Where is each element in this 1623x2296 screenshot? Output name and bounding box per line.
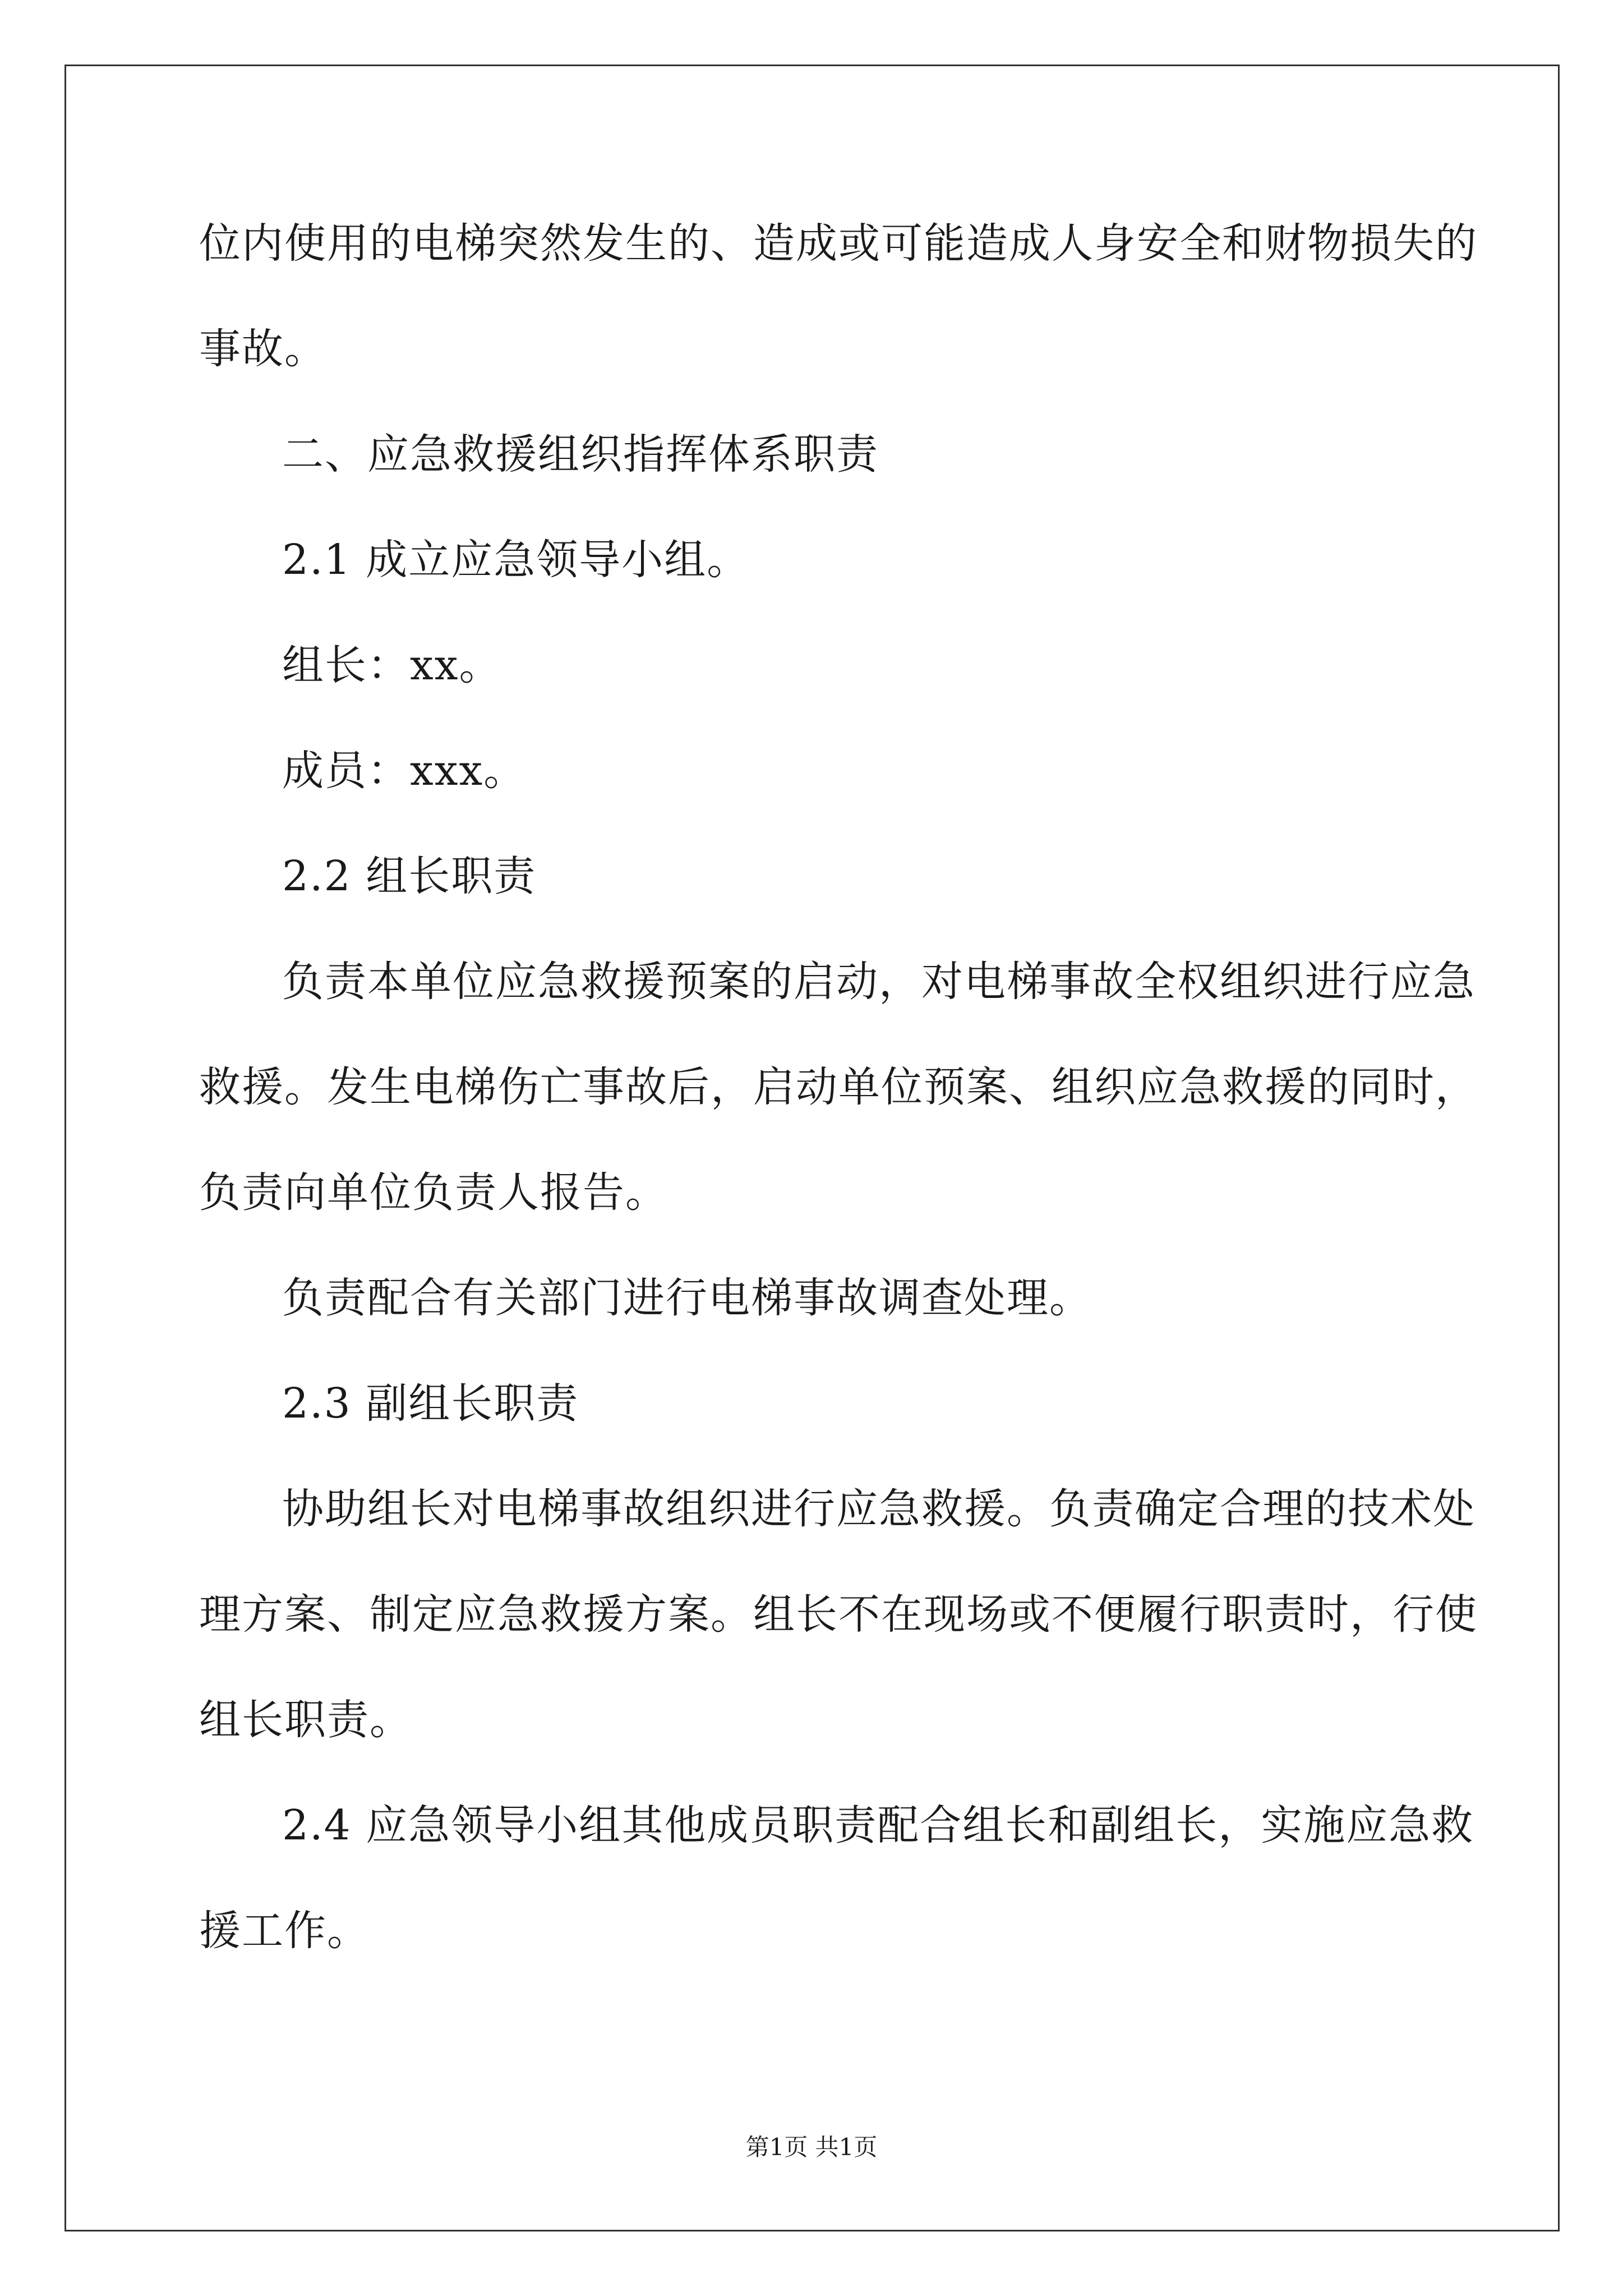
paragraph-continuation-line-1: 位内使用的电梯突然发生的、造成或可能造成人身安全和财物损失的: [199, 219, 1478, 268]
leader-duties-line-2: 救援。发生电梯伤亡事故后，启动单位预案、组织应急救援的同时，: [199, 1063, 1478, 1111]
deputy-duties-line-1: 协助组长对电梯事故组织进行应急救援。负责确定合理的技术处: [282, 1485, 1476, 1533]
leader-duties-cooperation: 负责配合有关部门进行电梯事故调查处理。: [282, 1274, 1092, 1322]
deputy-duties-line-2: 理方案、制定应急救援方案。组长不在现场或不便履行职责时，行使: [199, 1590, 1478, 1639]
subsection-2-4-line-2: 援工作。: [199, 1907, 370, 1955]
subsection-2-4-line-1: 2.4 应急领导小组其他成员职责配合组长和副组长，实施应急救: [282, 1801, 1474, 1849]
subsection-heading-2-3: 2.3 副组长职责: [282, 1379, 579, 1428]
subsection-heading-2-1: 2.1 成立应急领导小组。: [282, 536, 750, 584]
leader-duties-line-3: 负责向单位负责人报告。: [199, 1168, 668, 1217]
leader-line: 组长：xx。: [282, 641, 502, 689]
paragraph-continuation-line-2: 事故。: [199, 325, 327, 373]
members-line: 成员：xxx。: [282, 747, 527, 795]
subsection-heading-2-2: 2.2 组长职责: [282, 852, 537, 900]
document-body: [199, 191, 1478, 1984]
section-heading: 二、应急救援组织指挥体系职责: [282, 430, 879, 478]
page-number-footer: 第1页 共1页: [745, 2133, 878, 2161]
deputy-duties-line-3: 组长职责。: [199, 1696, 412, 1744]
leader-duties-line-1: 负责本单位应急救援预案的启动，对电梯事故全权组织进行应急: [282, 958, 1476, 1006]
